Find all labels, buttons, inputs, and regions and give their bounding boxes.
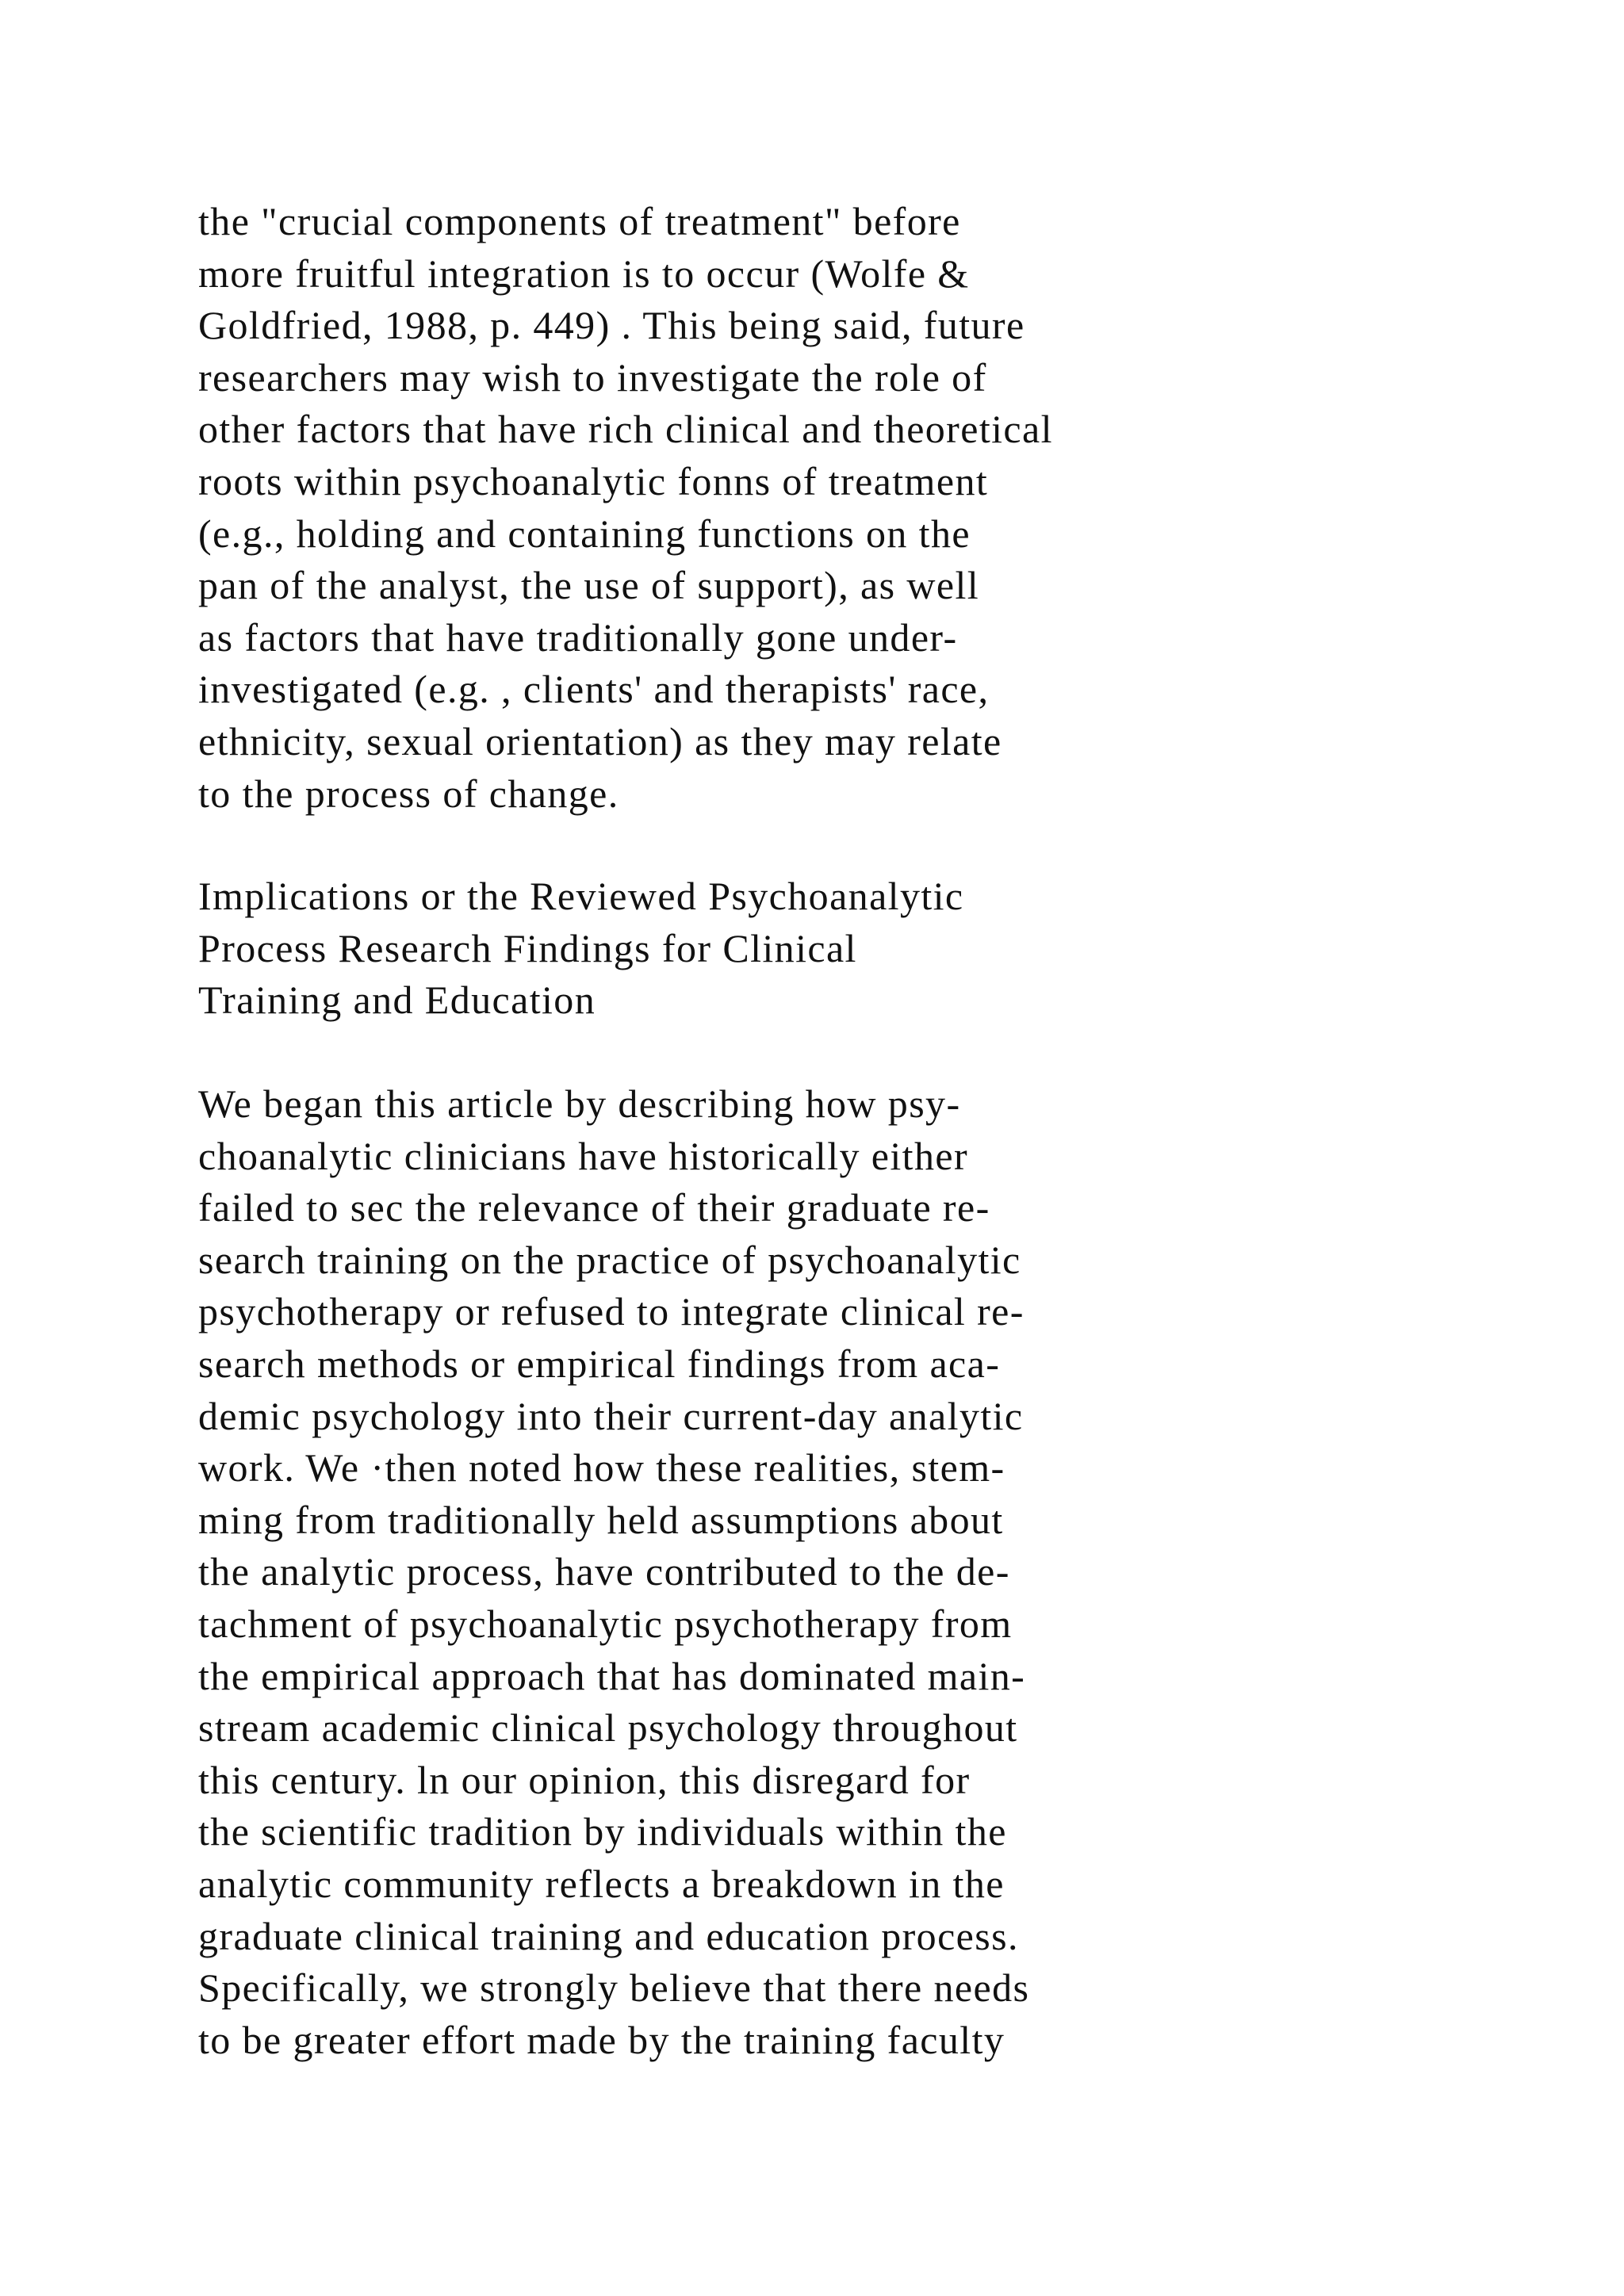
paragraph-line: ming from traditionally held assumptions about [198,1497,1004,1542]
paragraph-line: Goldfried, 1988, p. 449) . This being said, future [198,303,1025,348]
paragraph-line: more fruitful integration is to occur (Wolfe & [198,251,970,296]
heading-line: Training and Education [198,978,596,1023]
paragraph-line: stream academic clinical psychology throughout [198,1705,1018,1751]
paragraph-line: other factors that have rich clinical and theoretical [198,407,1053,452]
paragraph-line: investigated (e.g. , clients' and therapists' race, [198,667,990,712]
paragraph-line: choanalytic clinicians have historically either [198,1133,968,1178]
paragraph-line: failed to sec the relevance of their graduate re- [198,1185,990,1230]
paragraph-body [198,1078,1562,2066]
paragraph-line: this century. ln our opinion, this disregard for [198,1757,971,1802]
heading-line: Process Research Findings for Clinical [198,925,857,970]
heading-line: Implications or the Reviewed Psychoanalytic [198,874,964,918]
paragraph-line: graduate clinical training and education process. [198,1913,1019,1958]
paragraph-line: roots within psychoanalytic fonns of treatment [198,458,989,503]
paragraph-line: tachment of psychoanalytic psychotherapy from [198,1601,1013,1646]
paragraph-line: demic psychology into their current-day analytic [198,1393,1024,1438]
paragraph-continued [198,196,1562,820]
paragraph-line: ethnicity, sexual orientation) as they may relate [198,718,1002,763]
paragraph-line: psychotherapy or refused to integrate clinical re- [198,1289,1025,1334]
paragraph-line: Specifically, we strongly believe that there needs [198,1965,1030,2011]
paragraph-line: the empirical approach that has dominated main- [198,1653,1026,1698]
paragraph-line: (e.g., holding and containing functions on the [198,511,971,556]
paragraph-line: to the process of change. [198,771,619,816]
paragraph-line: work. We ·then noted how these realities, stem- [198,1445,1005,1490]
paragraph-line: the "crucial components of treatment" before [198,199,961,243]
paragraph-line: the analytic process, have contributed to the de- [198,1549,1010,1594]
paragraph-line: pan of the analyst, the use of support), as well [198,563,980,608]
section-heading [198,871,1562,1027]
paragraph-line: search training on the practice of psychoanalytic [198,1237,1021,1282]
paragraph-line: We began this article by describing how psy- [198,1081,961,1126]
paragraph-line: the scientific tradition by individuals within the [198,1809,1007,1854]
paragraph-line: to be greater effort made by the training faculty [198,2017,1005,2062]
paragraph-line: researchers may wish to investigate the role of [198,354,987,400]
paragraph-line: search methods or empirical findings from aca- [198,1341,1001,1386]
paragraph-line: analytic community reflects a breakdown in the [198,1861,1005,1906]
paragraph-line: as factors that have traditionally gone under- [198,614,958,660]
